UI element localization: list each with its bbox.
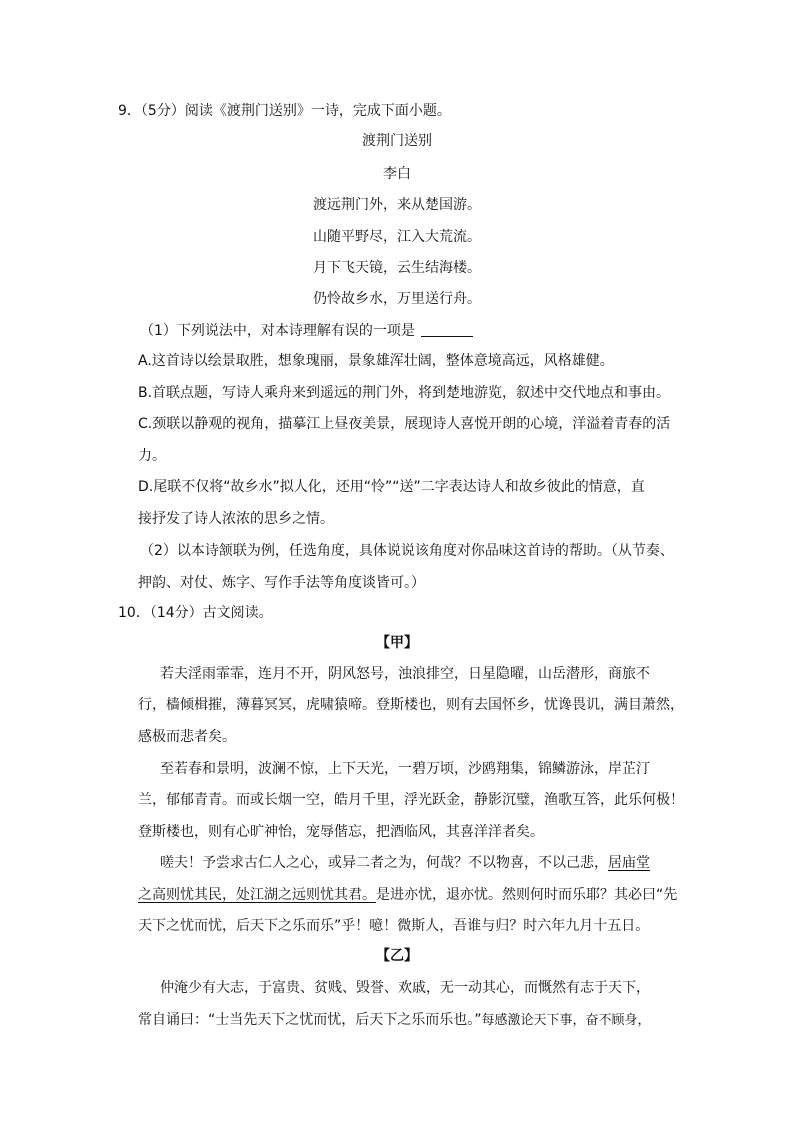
poem-line: 仍怜故乡水，万里送行舟。 [313,291,481,307]
paragraph-text: 常自诵曰：“士当先天下之忧而忧，后天下之乐而乐也。” [138,1012,482,1028]
paragraph-line [160,853,650,873]
question-9-header: 9．（5分）阅读《渡荆门送别》一诗，完成下面小题。 [118,103,451,119]
paragraph-line: 行，樯倾楫摧，薄暮冥冥，虎啸猿啼。登斯楼也，则有去国怀乡，忧谗畏讥，满目萧然， [138,697,684,713]
sub-question-2-cont: 押韵、对仗、炼字、写作手法等角度谈皆可。） [138,575,425,591]
question-10-header: 10．（14分）古文阅读。 [118,605,273,621]
paragraph-line: 至若春和景明，波澜不惊，上下天光，一碧万顷，沙鸥翔集，锦鳞游泳，岸芷汀 [160,761,650,777]
paragraph-text-small: 每感激论天下事，奋不顾身， [481,1013,651,1028]
paragraph-line: 天下之忧而忧，后天下之乐而乐”乎！噫！微斯人，吾谁与归？时六年九月十五日。 [138,918,650,934]
sub-question-1-text: （1）下列说法中，对本诗理解有误的一项是 [140,323,415,339]
poem-title: 渡荆门送别 [362,133,432,149]
paragraph-line: 登斯楼也，则有心旷神怡，宠辱偕忘，把酒临风，其喜洋洋者矣。 [138,824,544,840]
paragraph-line: 兰，郁郁青青。而或长烟一空，皓月千里，浮光跃金，静影沉璧，渔歌互答，此乐何极！ [138,792,684,808]
sub-question-2: （2）以本诗颔联为例，任选角度，具体说说该角度对你品味这首诗的帮助。（从节奏、 [140,543,674,559]
option-d-cont: 接抒发了诗人浓浓的思乡之情。 [138,511,334,527]
section-label-jia: 【甲】 [376,635,418,651]
answer-blank[interactable] [421,322,473,337]
option-d: D.尾联不仅将“故乡水”拟人化，还用“怜”“送”二字表达诗人和故乡彼此的情意，直 [138,479,645,495]
underlined-text: 居庙堂 [608,855,650,871]
option-b: B.首联点题，写诗人乘舟来到遥远的荆门外，将到楚地游览，叙述中交代地点和事由。 [138,385,671,401]
paragraph-line: 仲淹少有大志，于富贵、贫贱、毁誉、欢戚，无一动其心，而慨然有志于天下， [160,980,650,996]
option-a: A.这首诗以绘景取胜，想象瑰丽，景象雄浑壮阔，整体意境高远，风格雄健。 [138,353,614,369]
section-label-yi: 【乙】 [376,948,418,964]
option-c: C.颈联以静观的视角，描摹江上昼夜美景，展现诗人喜悦开朗的心境，洋溢着青春的活 [138,416,671,432]
option-c-cont: 力。 [138,448,166,464]
poem-author: 李白 [383,166,411,182]
poem-line: 山随平野尽，江入大荒流。 [313,229,481,245]
paragraph-line: 感极而悲者矣。 [138,729,236,745]
sub-question-1 [140,321,473,341]
poem-line: 渡远荆门外，来从楚国游。 [313,197,481,213]
paragraph-text: 是进亦忧，退亦忧。然则何时而乐耶？其必曰“先 [376,887,678,903]
paragraph-line [138,885,677,905]
poem-line: 月下飞天镜，云生结海楼。 [313,260,481,276]
paragraph-line [138,1010,651,1031]
underlined-text: 之高则忧其民，处江湖之远则忧其君。 [138,887,376,903]
paragraph-text: 嗟夫！予尝求古仁人之心，或异二者之为，何哉？不以物喜，不以己悲， [160,855,608,871]
paragraph-line: 若夫淫雨霏霏，连月不开，阴风怒号，浊浪排空，日星隐曜，山岳潜形，商旅不 [160,666,650,682]
